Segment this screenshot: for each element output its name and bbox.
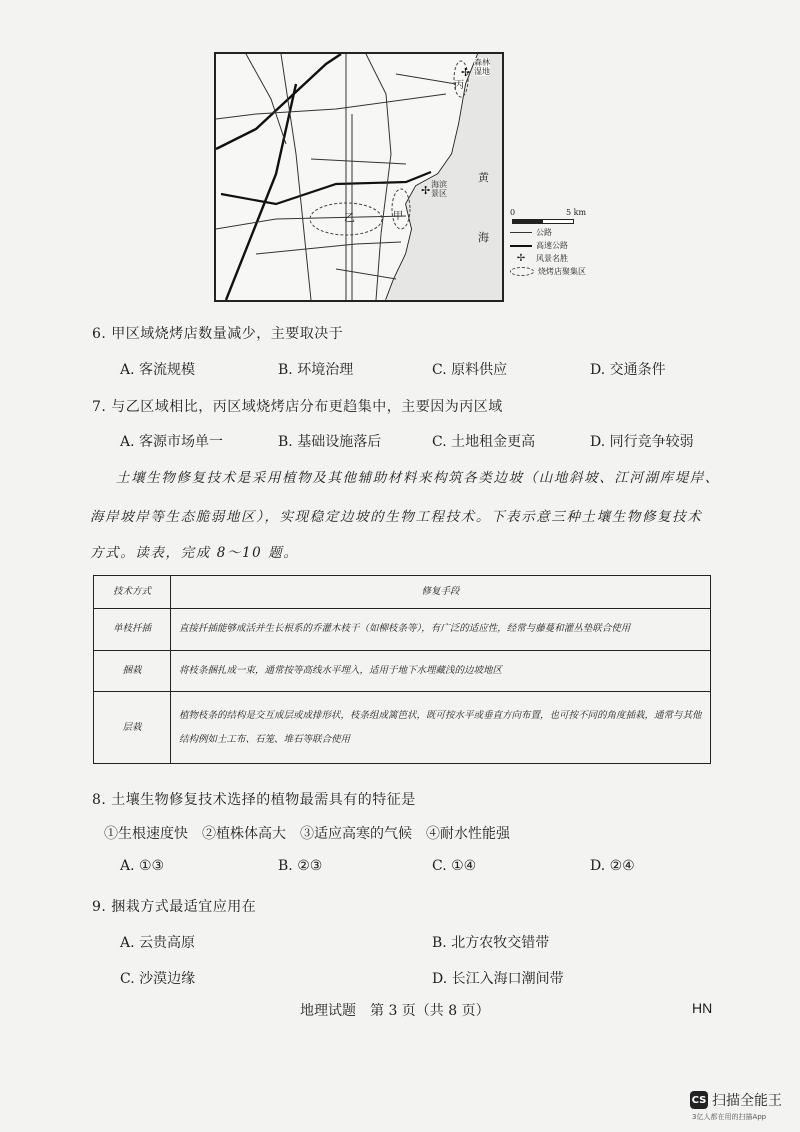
expressway-1 — [216, 54, 341, 149]
page-footer: 地理试题 第 3 页（共 8 页） — [300, 1003, 490, 1019]
scenic-icon: ✢ — [421, 184, 431, 197]
q6-option-c[interactable]: C. 原料供应 — [432, 362, 508, 378]
legend-expressway: 高速公路 — [536, 241, 568, 250]
q7-option-d[interactable]: D. 同行竞争较弱 — [590, 434, 694, 450]
repair-table — [93, 575, 711, 764]
legend-road: 公路 — [536, 228, 552, 237]
q9-option-b[interactable]: B. 北方农牧交错带 — [432, 935, 550, 951]
q9-option-c[interactable]: C. 沙漠边缘 — [120, 971, 196, 987]
q6-option-b[interactable]: B. 环境治理 — [278, 362, 354, 378]
scanner-watermark — [690, 1090, 782, 1110]
q7-stem: 7. 与乙区域相比，丙区域烧烤店分布更趋集中，主要因为丙区域 — [92, 399, 503, 415]
q7-option-a[interactable]: A. 客源市场单一 — [120, 434, 224, 450]
q6-option-a[interactable]: A. 客流规模 — [120, 362, 196, 378]
map-label-yi: 乙 — [344, 211, 355, 224]
map-label-beach: 海滨 景区 — [431, 180, 447, 198]
table-header: 技术方式 — [94, 576, 171, 609]
table-row — [94, 650, 711, 692]
passage-line-3: 方式。读表，完成 8～10 题。 — [90, 545, 299, 561]
legend-cluster: 烧烤店聚集区 — [538, 267, 586, 276]
map-figure — [214, 52, 504, 302]
scenic-icon: ✢ — [461, 66, 471, 79]
q9-option-d[interactable]: D. 长江入海口潮间带 — [432, 971, 564, 987]
table-row — [94, 692, 711, 764]
passage-line-1: 土壤生物修复技术是采用植物及其他辅助材料来构筑各类边坡（山地斜坡、江河湖库堤岸、 — [116, 470, 720, 486]
q6-option-d[interactable]: D. 交通条件 — [590, 362, 666, 378]
table-cell-desc: 植物枝条的结构是交互成层或成排形状，枝条组成篱笆状，既可按水平或垂直方向布置，也可按不同的角度插栽，通常与其他结构例如土工布、石笼、堆石等联合使用 — [171, 692, 711, 764]
table-cell-method: 单枝扦插 — [94, 609, 171, 651]
passage-line-2: 海岸坡岸等生态脆弱地区），实现稳定边坡的生物工程技术。下表示意三种土壤生物修复技术 — [90, 509, 703, 525]
q9-stem: 9. 捆栽方式最适宜应用在 — [92, 899, 257, 915]
map-label-forest: 森林 湿地 — [474, 58, 490, 76]
q8-option-a[interactable]: A. ①③ — [120, 858, 165, 874]
table-header: 修复手段 — [171, 576, 711, 609]
watermark-brand: 扫描全能王 — [712, 1093, 782, 1109]
scale-start: 0 — [510, 208, 516, 217]
scale-end: 5 km — [566, 208, 587, 217]
watermark-tagline: 3亿人都在用的扫描App — [692, 1113, 767, 1121]
scenic-icon: ✢ — [516, 253, 526, 264]
q9-option-a[interactable]: A. 云贵高原 — [120, 935, 196, 951]
q7-option-b[interactable]: B. 基础设施落后 — [278, 434, 382, 450]
q8-option-b[interactable]: B. ②③ — [278, 858, 323, 874]
table-cell-desc: 直接扦插能够成活并生长根系的乔灌木枝干（如柳枝条等），有广泛的适应性，经常与藤蔓和灌丛垫联合使用 — [171, 609, 711, 651]
map-legend — [510, 208, 620, 278]
camscanner-logo-icon: CS — [690, 1091, 708, 1109]
q7-option-c[interactable]: C. 土地租金更高 — [432, 434, 536, 450]
expressway-3 — [221, 172, 431, 204]
table-cell-method: 捆栽 — [94, 650, 171, 692]
q8-items: ①生根速度快 ②植株体高大 ③适应高寒的气候 ④耐水性能强 — [104, 826, 510, 842]
q8-option-d[interactable]: D. ②④ — [590, 858, 635, 874]
legend-scenic: 风景名胜 — [536, 254, 568, 263]
table-cell-desc: 将枝条捆扎成一束，通常按等高线水平埋入，适用于地下水埋藏浅的边坡地区 — [171, 650, 711, 692]
table-cell-method: 层栽 — [94, 692, 171, 764]
map-label-sea-1: 黄 — [478, 171, 489, 184]
q8-option-c[interactable]: C. ①④ — [432, 858, 477, 874]
map-label-jia: 甲 — [393, 211, 403, 222]
scale-bar — [510, 208, 620, 226]
table-row — [94, 609, 711, 651]
footer-code: HN — [692, 1000, 713, 1016]
q6-stem: 6. 甲区域烧烤店数量减少，主要取决于 — [92, 326, 344, 342]
q8-stem: 8. 土壤生物修复技术选择的植物最需具有的特征是 — [92, 792, 416, 808]
map-label-bing: 丙 — [454, 80, 464, 91]
map-label-sea-2: 海 — [478, 231, 489, 244]
